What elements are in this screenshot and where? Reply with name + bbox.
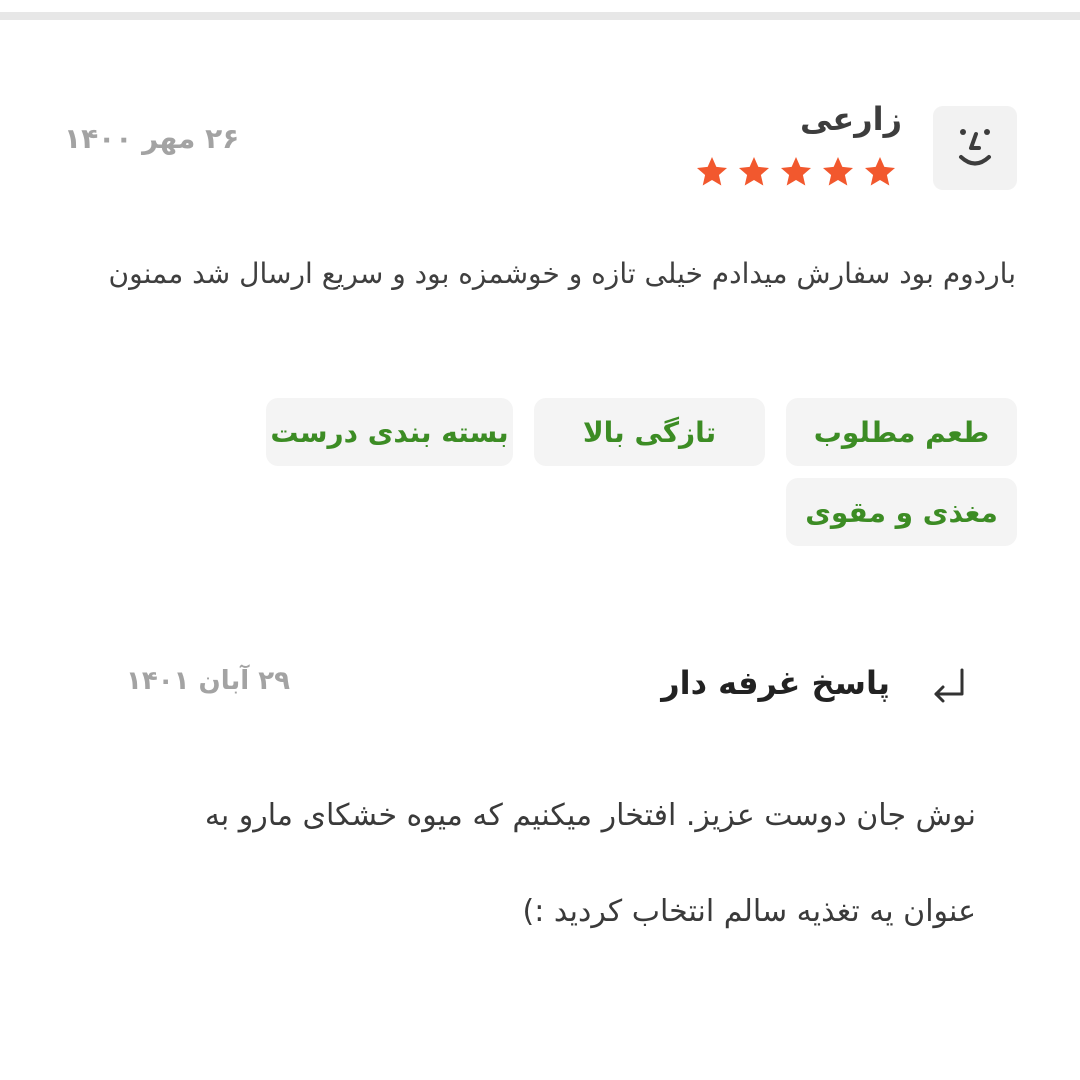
reply-arrow-icon bbox=[928, 664, 972, 704]
star-icon bbox=[694, 154, 730, 190]
star-icon bbox=[820, 154, 856, 190]
review-text: باردوم بود سفارش میدادم خیلی تازه و خوشمزه بود و سریع ارسال شد ممنون bbox=[108, 257, 1016, 290]
smiley-face-icon bbox=[933, 106, 1017, 190]
star-icon bbox=[778, 154, 814, 190]
top-divider bbox=[0, 12, 1080, 20]
reply-text: نوش جان دوست عزیز. افتخار میکنیم که میوه خشکای مارو به عنوان یه تغذیه سالم انتخاب کردید :) bbox=[204, 798, 976, 929]
star-icon bbox=[736, 154, 772, 190]
tag-chip: تازگی بالا bbox=[534, 398, 765, 466]
tag-chip: بسته بندی درست bbox=[266, 398, 513, 466]
star-icon bbox=[862, 154, 898, 190]
rating-stars bbox=[694, 154, 898, 190]
tag-chip: مغذی و مقوی bbox=[786, 478, 1017, 546]
reply-title: پاسخ غرفه دار bbox=[661, 664, 890, 702]
avatar bbox=[933, 106, 1017, 190]
tag-chip: طعم مطلوب bbox=[786, 398, 1017, 466]
review-date: ۲۶ مهر ۱۴۰۰ bbox=[64, 122, 240, 155]
reply-date: ۲۹ آبان ۱۴۰۱ bbox=[126, 666, 290, 696]
review-author-name: زارعی bbox=[799, 100, 902, 138]
